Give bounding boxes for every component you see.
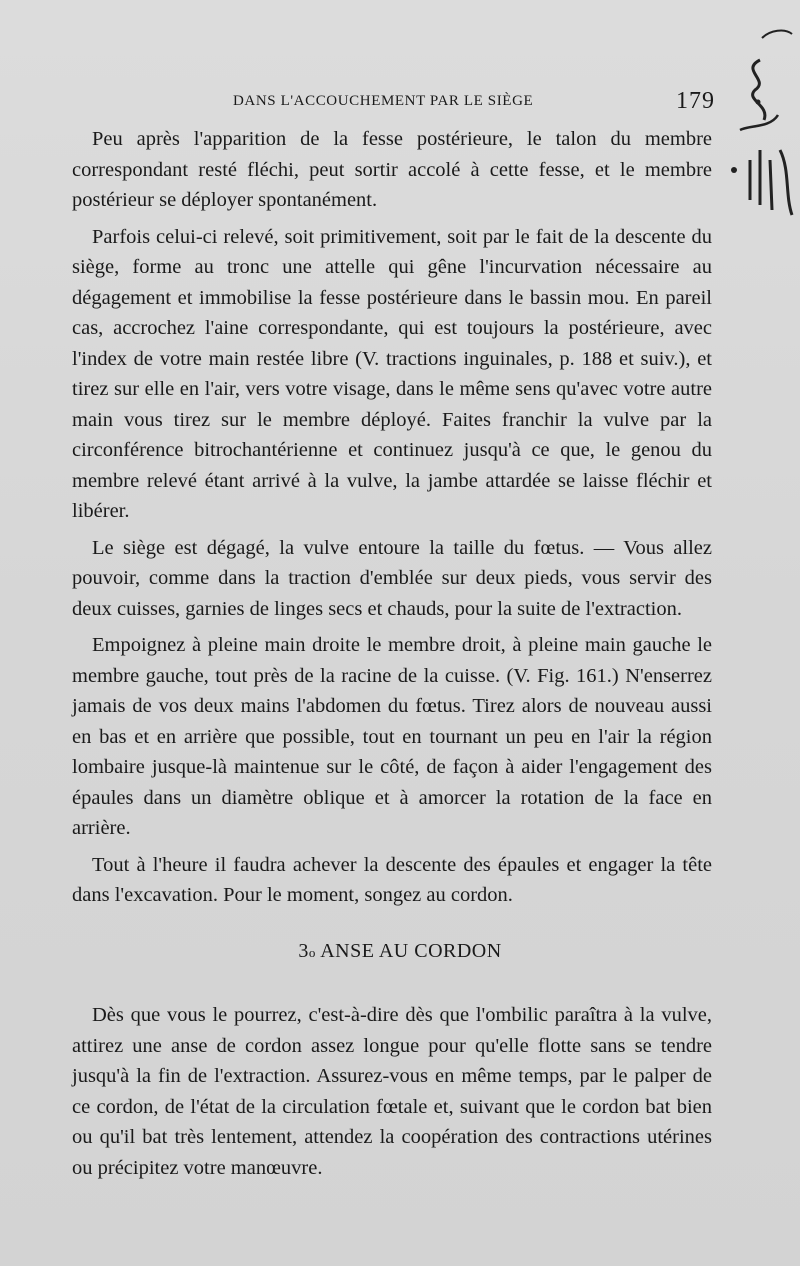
paragraph-4: Empoignez à pleine main droite le membre droit, à pleine main gauche le membre gauche, tout près de la racine de la cuisse. (V. Fig. 161.) N'enserrez jamais de vos deux mains l'abdomen du fœtus. Tirez alors de nouveau aussi en bas et en arrière que possible, tout en tournant un peu en l'air la région lombaire jusque-là maintenue sur le côté, de façon à aider l'engagement des épaules dans un diamètre oblique et à amorcer la rotation de la face en arrière. bbox=[72, 634, 712, 839]
section-title: ANSE AU CORDON bbox=[320, 940, 502, 962]
section-paragraph: Dès que vous le pourrez, c'est-à-dire dès que l'ombilic paraîtra à la vulve, attirez une anse de cordon assez longue pour qu'elle flotte sans se tendre jusqu'à la fin de l'extraction. Assurez-vous en même temps, par le palper de ce cordon, de l'état de la circulation fœtale et, suivant que le cordon bat bien ou qu'il bat très lentement, attendez la coopération des contractions utérines ou précipitez votre manœuvre. bbox=[72, 1004, 712, 1179]
paragraph-5: Tout à l'heure il faudra achever la descente des épaules et engager la tête dans l'excavation. Pour le moment, songez au cordon. bbox=[72, 853, 712, 906]
section-number: 3 bbox=[298, 940, 309, 962]
paragraph-3: Le siège est dégagé, la vulve entoure la taille du fœtus. — Vous allez pouvoir, comme dans la traction d'emblée sur deux pieds, vous servir des deux cuisses, garnies de linges secs et chauds, pour la suite de l'extraction. bbox=[72, 536, 712, 620]
section-heading bbox=[0, 940, 800, 963]
running-head: DANS L'ACCOUCHEMENT PAR LE SIÈGE bbox=[233, 93, 534, 109]
paragraph-2: Parfois celui-ci relevé, soit primitivement, soit par le fait de la descente du siège, forme au tronc une attelle qui gêne l'incurvation nécessaire au dégagement et immobilise la fesse postérieure dans le bassin mou. En pareil cas, accrochez l'aine correspondante, qui est toujours la postérieure, avec l'index de votre main restée libre (V. tractions inguinales, p. 188 et suiv.), et tirez sur elle en l'air, vers votre visage, dans le même sens qu'avec votre autre main vous tirez sur le membre déployé. Faites franchir la vulve par la circonférence bitrochantérienne et continuez jusqu'à ce que, le genou du membre relevé étant arrivé à la vulve, la jambe attardée se laisse fléchir et libérer. bbox=[72, 225, 712, 522]
body-text bbox=[72, 124, 712, 917]
section-text bbox=[72, 1000, 712, 1183]
paragraph-1: Peu après l'apparition de la fesse postérieure, le talon du membre correspondant resté fléchi, peut sortir accolé à cette fesse, et le membre postérieur se déployer spontanément. bbox=[72, 128, 712, 211]
page-number: 179 bbox=[676, 88, 715, 114]
section-number-superscript: o bbox=[308, 945, 316, 960]
handwritten-margin-mark bbox=[700, 20, 800, 240]
